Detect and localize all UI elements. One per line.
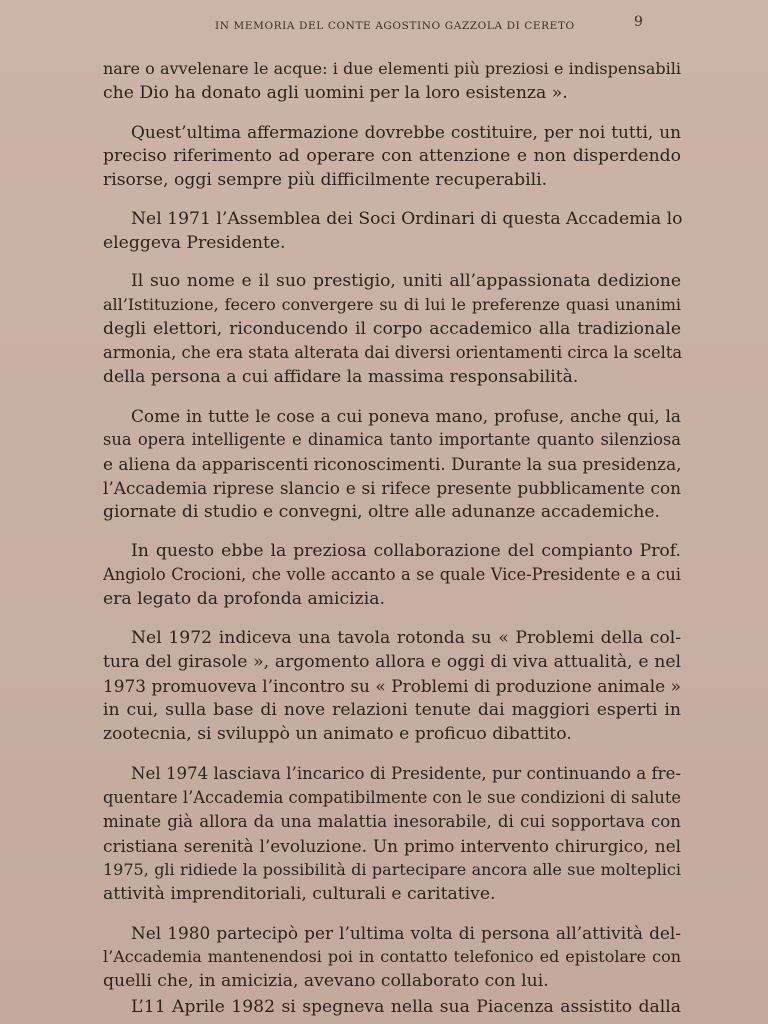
text-line: degli elettori, riconducendo il corpo accademico alla tradizionale bbox=[103, 319, 681, 339]
text-line: 1975, gli ridiede la possibilità di partecipare ancora alle sue molteplici bbox=[103, 860, 681, 879]
text-line: all’Istituzione, fecero convergere su di lui le preferenze quasi unanimi bbox=[103, 295, 681, 314]
text-line: Quest’ultima affermazione dovrebbe costituire, per noi tutti, un bbox=[131, 122, 681, 142]
text-line: sua opera intelligente e dinamica tanto importante quanto silenziosa bbox=[103, 430, 681, 449]
text-line: attività imprenditoriali, culturali e caritative. bbox=[103, 884, 496, 904]
text-line: nare o avvelenare le acque: i due elementi più preziosi e indispensabili bbox=[103, 59, 681, 78]
text-line: L’11 Aprile 1982 si spegneva nella sua Piacenza assistito dalla bbox=[131, 997, 681, 1017]
text-line: giornate di studio e convegni, oltre alle adunanze accademiche. bbox=[103, 502, 660, 522]
text-line: l’Accademia riprese slancio e si rifece presente pubblicamente con bbox=[103, 478, 681, 498]
text-line: tura del girasole », argomento allora e oggi di viva attualità, e nel bbox=[103, 652, 681, 672]
text-line: era legato da profonda amicizia. bbox=[103, 589, 385, 609]
text-line: 1973 promuoveva l’incontro su « Problemi di produzione animale » bbox=[103, 676, 681, 696]
text-line: che Dio ha donato agli uomini per la loro esistenza ». bbox=[103, 83, 568, 103]
text-line: armonia, che era stata alterata dai diversi orientamenti circa la scelta bbox=[103, 343, 683, 362]
text-line: cristiana serenità l’evoluzione. Un primo intervento chirurgico, nel bbox=[103, 836, 681, 856]
text-line: Il suo nome e il suo prestigio, uniti all’appassionata dedizione bbox=[131, 271, 681, 291]
text-line: minate già allora da una malattia inesorabile, di cui sopportava con bbox=[103, 812, 681, 831]
text-line: della persona a cui affidare la massima responsabilità. bbox=[103, 367, 579, 387]
text-line: Nel 1980 partecipò per l’ultima volta di persona all’attività del- bbox=[131, 923, 681, 943]
text-line: Nel 1974 lasciava l’incarico di Presidente, pur continuando a fre- bbox=[131, 764, 681, 783]
text-line: Come in tutte le cose a cui poneva mano, profuse, anche qui, la bbox=[131, 406, 681, 426]
text-line: In questo ebbe la preziosa collaborazione del compianto Prof. bbox=[131, 541, 681, 561]
text-line: Nel 1972 indiceva una tavola rotonda su « Problemi della col- bbox=[131, 628, 681, 648]
text-line: eleggeva Presidente. bbox=[103, 233, 286, 253]
text-line: zootecnia, si sviluppò un animato e proficuo dibattito. bbox=[103, 724, 572, 744]
text-line: l’Accademia mantenendosi poi in contatto telefonico ed epistolare con bbox=[103, 947, 681, 966]
text-line: Nel 1971 l’Assemblea dei Soci Ordinari di questa Accademia lo bbox=[131, 209, 683, 229]
text-line: preciso riferimento ad operare con attenzione e non disperdendo bbox=[103, 146, 681, 166]
running-title: IN MEMORIA DEL CONTE AGOSTINO GAZZOLA DI CERETO bbox=[215, 20, 575, 32]
text-line: in cui, sulla base di nove relazioni tenute dai maggiori esperti in bbox=[103, 700, 681, 720]
text-line: quentare l’Accademia compatibilmente con le sue condizioni di salute bbox=[103, 788, 682, 807]
text-line: Angiolo Crocioni, che volle accanto a se quale Vice-Presidente e a cui bbox=[103, 565, 681, 584]
page-number: 9 bbox=[634, 14, 643, 30]
text-line: e aliena da appariscenti riconoscimenti. Durante la sua presidenza, bbox=[103, 454, 682, 474]
text-line: risorse, oggi sempre più difficilmente recuperabili. bbox=[103, 170, 548, 190]
text-line: quelli che, in amicizia, avevano collaborato con lui. bbox=[103, 971, 549, 991]
